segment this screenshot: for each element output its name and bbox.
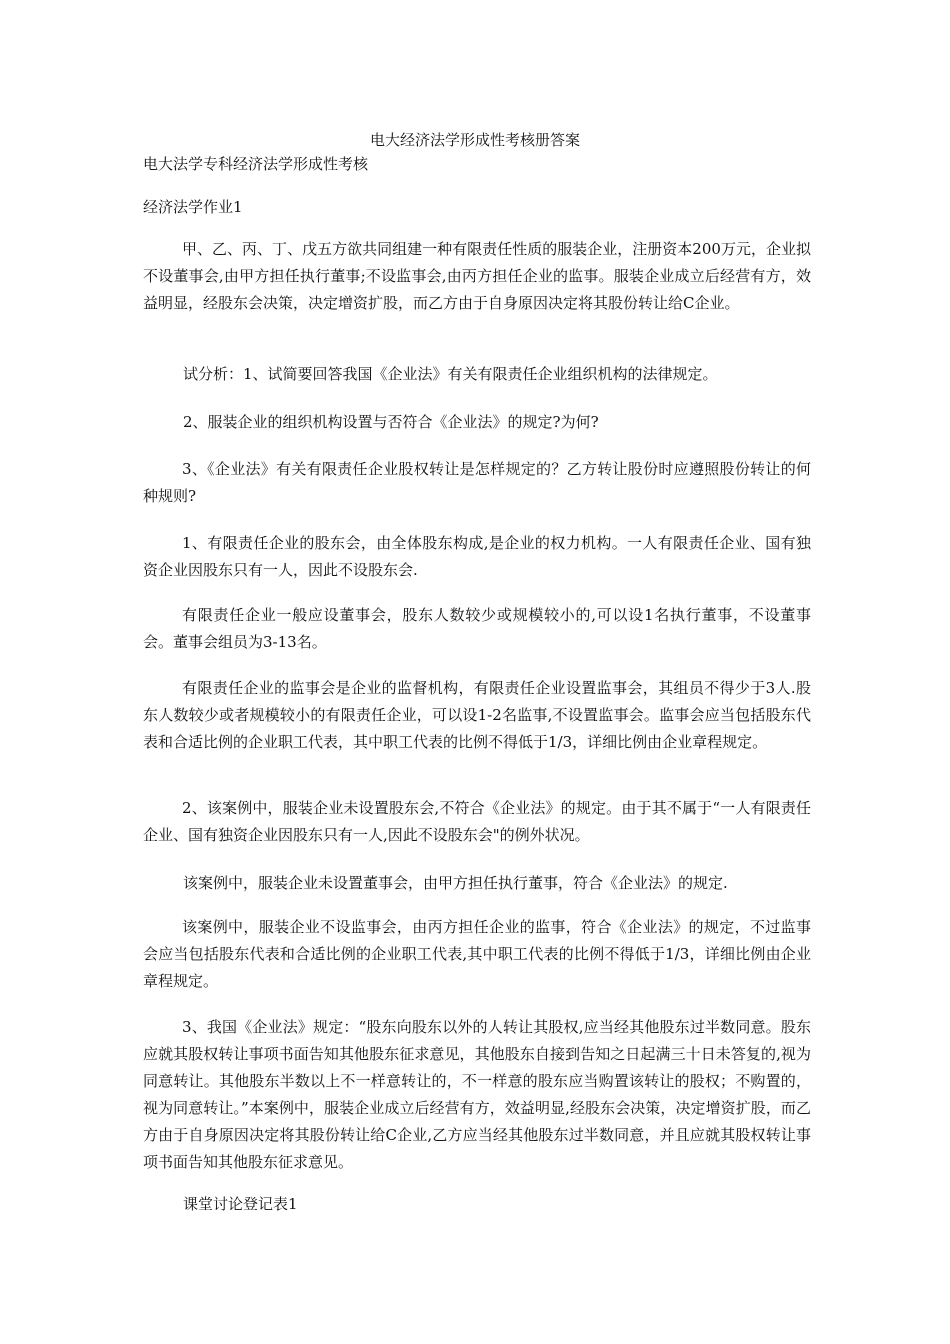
answer-1-shareholders: 1、有限责任企业的股东会，由全体股东构成,是企业的权力机构。一人有限责任企业、国有独资企业因股东只有一人，因此不设股东会. — [143, 534, 811, 579]
case-paragraph: 甲、乙、丙、丁、戊五方欲共同组建一种有限责任性质的服装企业，注册资本200万元，企业拟不设董事会,由甲方担任执行董事;不设监事会,由丙方担任企业的监事。服装企业成立后经营有方，效益明显，经股东会决策，决定增资扩股，而乙方由于自身原因决定将其股份转让给C企业。 — [143, 240, 811, 312]
answer-1-board: 有限责任企业一般应设董事会，股东人数较少或规模较小的,可以设1名执行董事，不设董事会。董事会组员为3-13名。 — [143, 606, 811, 651]
question-1: 试分析：1、试简要回答我国《企业法》有关有限责任企业组织机构的法律规定。 — [183, 365, 718, 383]
answer-2-board: 该案例中，服装企业未设置董事会，由甲方担任执行董事，符合《企业法》的规定. — [183, 874, 728, 892]
question-3: 3、《企业法》有关有限责任企业股权转让是怎样规定的？乙方转让股份时应遵照股份转让的何种规则? — [143, 460, 811, 505]
answer-3-transfer: 3、我国《企业法》规定：“股东向股东以外的人转让其股权,应当经其他股东过半数同意。股东应就其股权转让事项书面告知其他股东征求意见，其他股东自接到告知之日起满三十日未答复的,视为同意转让。其他股东半数以上不一样意转让的，不一样意的股东应当购置该转让的股权；不购置的，视为同意转让。”本案例中，服装企业成立后经营有方，效益明显,经股东会决策，决定增资扩股，而乙方由于自身原因决定将其股份转让给C企业,乙方应当经其他股东过半数同意，并且应就其股权转让事项书面告知其他股东征求意见。 — [143, 1018, 811, 1171]
discussion-heading: 课堂讨论登记表1 — [183, 1195, 298, 1213]
document-subtitle: 电大法学专科经济法学形成性考核 — [143, 155, 369, 173]
document-title: 电大经济法学形成性考核册答案 — [369, 131, 580, 149]
assignment-heading: 经济法学作业1 — [143, 198, 243, 216]
answer-2-shareholders: 2、该案例中，服装企业未设置股东会,不符合《企业法》的规定。由于其不属于“一人有限责任企业、国有独资企业因股东只有一人,因此不设股东会"的例外状况。 — [143, 799, 811, 844]
question-2: 2、服装企业的组织机构设置与否符合《企业法》的规定?为何? — [183, 413, 599, 431]
answer-2-supervisors: 该案例中，服装企业不设监事会，由丙方担任企业的监事，符合《企业法》的规定，不过监事会应当包括股东代表和合适比例的企业职工代表,其中职工代表的比例不得低于1/3，详细比例由企业章程规定。 — [143, 918, 811, 990]
answer-1-supervisors: 有限责任企业的监事会是企业的监督机构，有限责任企业设置监事会，其组员不得少于3人.股东人数较少或者规模较小的有限责任企业，可以设1-2名监事,不设置监事会。监事会应当包括股东代表和合适比例的企业职工代表，其中职工代表的比例不得低于1/3，详细比例由企业章程规定。 — [143, 679, 811, 751]
